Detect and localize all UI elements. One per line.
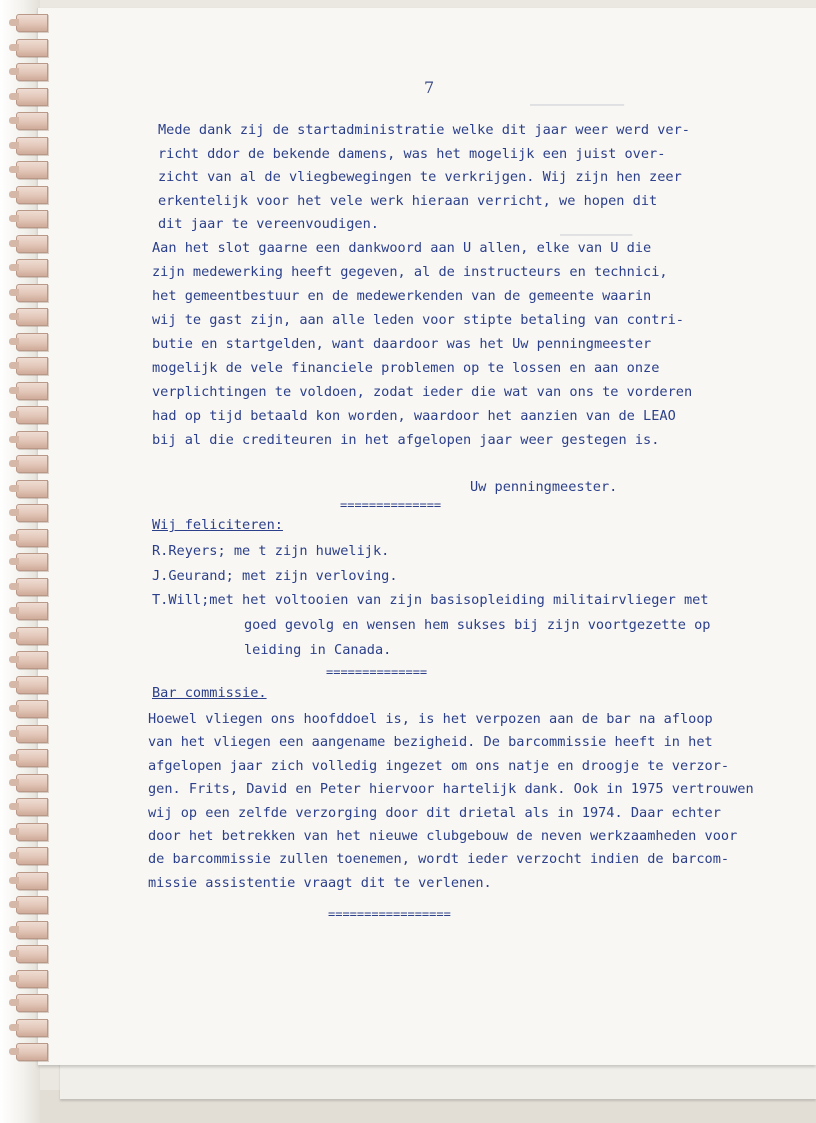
binding-ring <box>16 529 48 547</box>
felicitations-heading: Wij feliciteren: <box>152 517 283 533</box>
text-line: dit jaar te vereenvoudigen. <box>158 216 379 233</box>
binding-ring <box>16 1043 48 1061</box>
text-line: Aan het slot gaarne een dankwoord aan U allen, elke van U die <box>152 240 652 256</box>
text-line: Hoewel vliegen ons hoofddoel is, is het verpozen aan de bar na afloop <box>148 711 713 727</box>
felicitation-continuation: goed gevolg en wensen hem sukses bij zijn voortgezette op <box>244 617 711 633</box>
binding-ring <box>16 63 48 81</box>
binding-ring <box>16 406 48 424</box>
binding-ring <box>16 39 48 57</box>
binding-ring <box>16 14 48 32</box>
binding-ring <box>16 823 48 841</box>
binding-ring <box>16 700 48 718</box>
binding-ring <box>16 1019 48 1037</box>
signature-penningmeester: Uw penningmeester. <box>470 479 618 495</box>
binding-ring <box>16 357 48 375</box>
separator-line: ================= <box>328 907 451 921</box>
show-through-text: ────────── <box>560 228 633 242</box>
separator-line: ============== <box>340 498 442 512</box>
binding-ring <box>16 284 48 302</box>
binding-ring <box>16 553 48 571</box>
binding-ring <box>16 480 48 498</box>
binding-ring <box>16 382 48 400</box>
binding-ring <box>16 88 48 106</box>
binding-ring <box>16 431 48 449</box>
binding-ring <box>16 896 48 914</box>
binding-ring <box>16 210 48 228</box>
binding-ring <box>16 651 48 669</box>
binding-ring <box>16 186 48 204</box>
underlying-sheet-edge <box>60 1060 816 1099</box>
text-line: verplichtingen te voldoen, zodat ieder die wat van ons te vorderen <box>152 384 693 400</box>
binding-ring <box>16 578 48 596</box>
binding-ring <box>16 161 48 179</box>
text-line: wij op een zelfde verzorging door dit drietal als in 1974. Daar echter <box>148 804 721 821</box>
binding-ring <box>16 994 48 1012</box>
binding-ring <box>16 504 48 522</box>
bar-commissie-heading: Bar commissie. <box>152 685 267 701</box>
binding-ring <box>16 112 48 130</box>
text-line: wij te gast zijn, aan alle leden voor stipte betaling van contri- <box>152 312 684 328</box>
text-line: door het betrekken van het nieuwe clubgebouw de neven werkzaamheden voor <box>148 828 738 844</box>
felicitation-entry: R.Reyers; me t zijn huwelijk. <box>152 543 390 559</box>
binding-ring <box>16 308 48 326</box>
binding-ring <box>16 774 48 792</box>
felicitation-entry: T.Will;met het voltooien van zijn basisopleiding militairvlieger met <box>152 592 709 608</box>
text-line: zijn medewerking heeft gegeven, al de instructeurs en technici, <box>152 264 668 280</box>
felicitation-entry: J.Geurand; met zijn verloving. <box>152 567 398 584</box>
text-line: het gemeentbestuur en de medewerkenden van de gemeente waarin <box>152 288 652 304</box>
text-line: de barcommissie zullen toenemen, wordt ieder verzocht indien de barcom- <box>148 851 730 868</box>
text-line: mogelijk de vele financiele problemen op te lossen en aan onze <box>152 360 660 376</box>
binding-ring <box>16 725 48 743</box>
binding-ring <box>16 970 48 988</box>
binding-ring <box>16 872 48 890</box>
binding-ring <box>16 798 48 816</box>
binding-ring <box>16 627 48 645</box>
text-line: erkentelijk voor het vele werk hieraan verricht, we hopen dit <box>158 192 658 209</box>
binding-ring <box>16 455 48 473</box>
binding-ring <box>16 602 48 620</box>
binding-ring <box>16 847 48 865</box>
text-line: Mede dank zij de startadministratie welke dit jaar weer werd ver- <box>158 122 690 138</box>
text-line: butie en startgelden, want daardoor was het Uw penningmeester <box>152 336 652 352</box>
text-line: richt ddor de bekende damens, was het mogelijk een juist over- <box>158 145 666 162</box>
show-through-text: ───────────── <box>530 98 624 112</box>
felicitation-continuation: leiding in Canada. <box>244 641 392 658</box>
text-line: missie assistentie vraagt dit te verlenen. <box>148 874 492 891</box>
binding-ring <box>16 676 48 694</box>
binding-ring <box>16 333 48 351</box>
text-line: afgelopen jaar zich volledig ingezet om ons natje en droogje te verzor- <box>148 757 730 774</box>
binding-ring <box>16 921 48 939</box>
text-line: gen. Frits, David en Peter hiervoor hartelijk dank. Ook in 1975 vertrouwen <box>148 781 754 798</box>
text-line: had op tijd betaald kon worden, waardoor het aanzien van de LEAO <box>152 408 676 424</box>
text-line: zicht van al de vliegbewegingen te verkrijgen. Wij zijn hen zeer <box>158 169 682 186</box>
binding-ring <box>16 945 48 963</box>
text-line: bij al die crediteuren in het afgelopen jaar weer gestegen is. <box>152 432 660 448</box>
separator-line: ============== <box>326 665 428 679</box>
binding-ring <box>16 235 48 253</box>
binding-ring <box>16 259 48 277</box>
binding-ring <box>16 137 48 155</box>
page-number: 7 <box>424 78 435 97</box>
binding-ring <box>16 749 48 767</box>
text-line: van het vliegen een aangename bezigheid. De barcommissie heeft in het <box>148 734 713 751</box>
